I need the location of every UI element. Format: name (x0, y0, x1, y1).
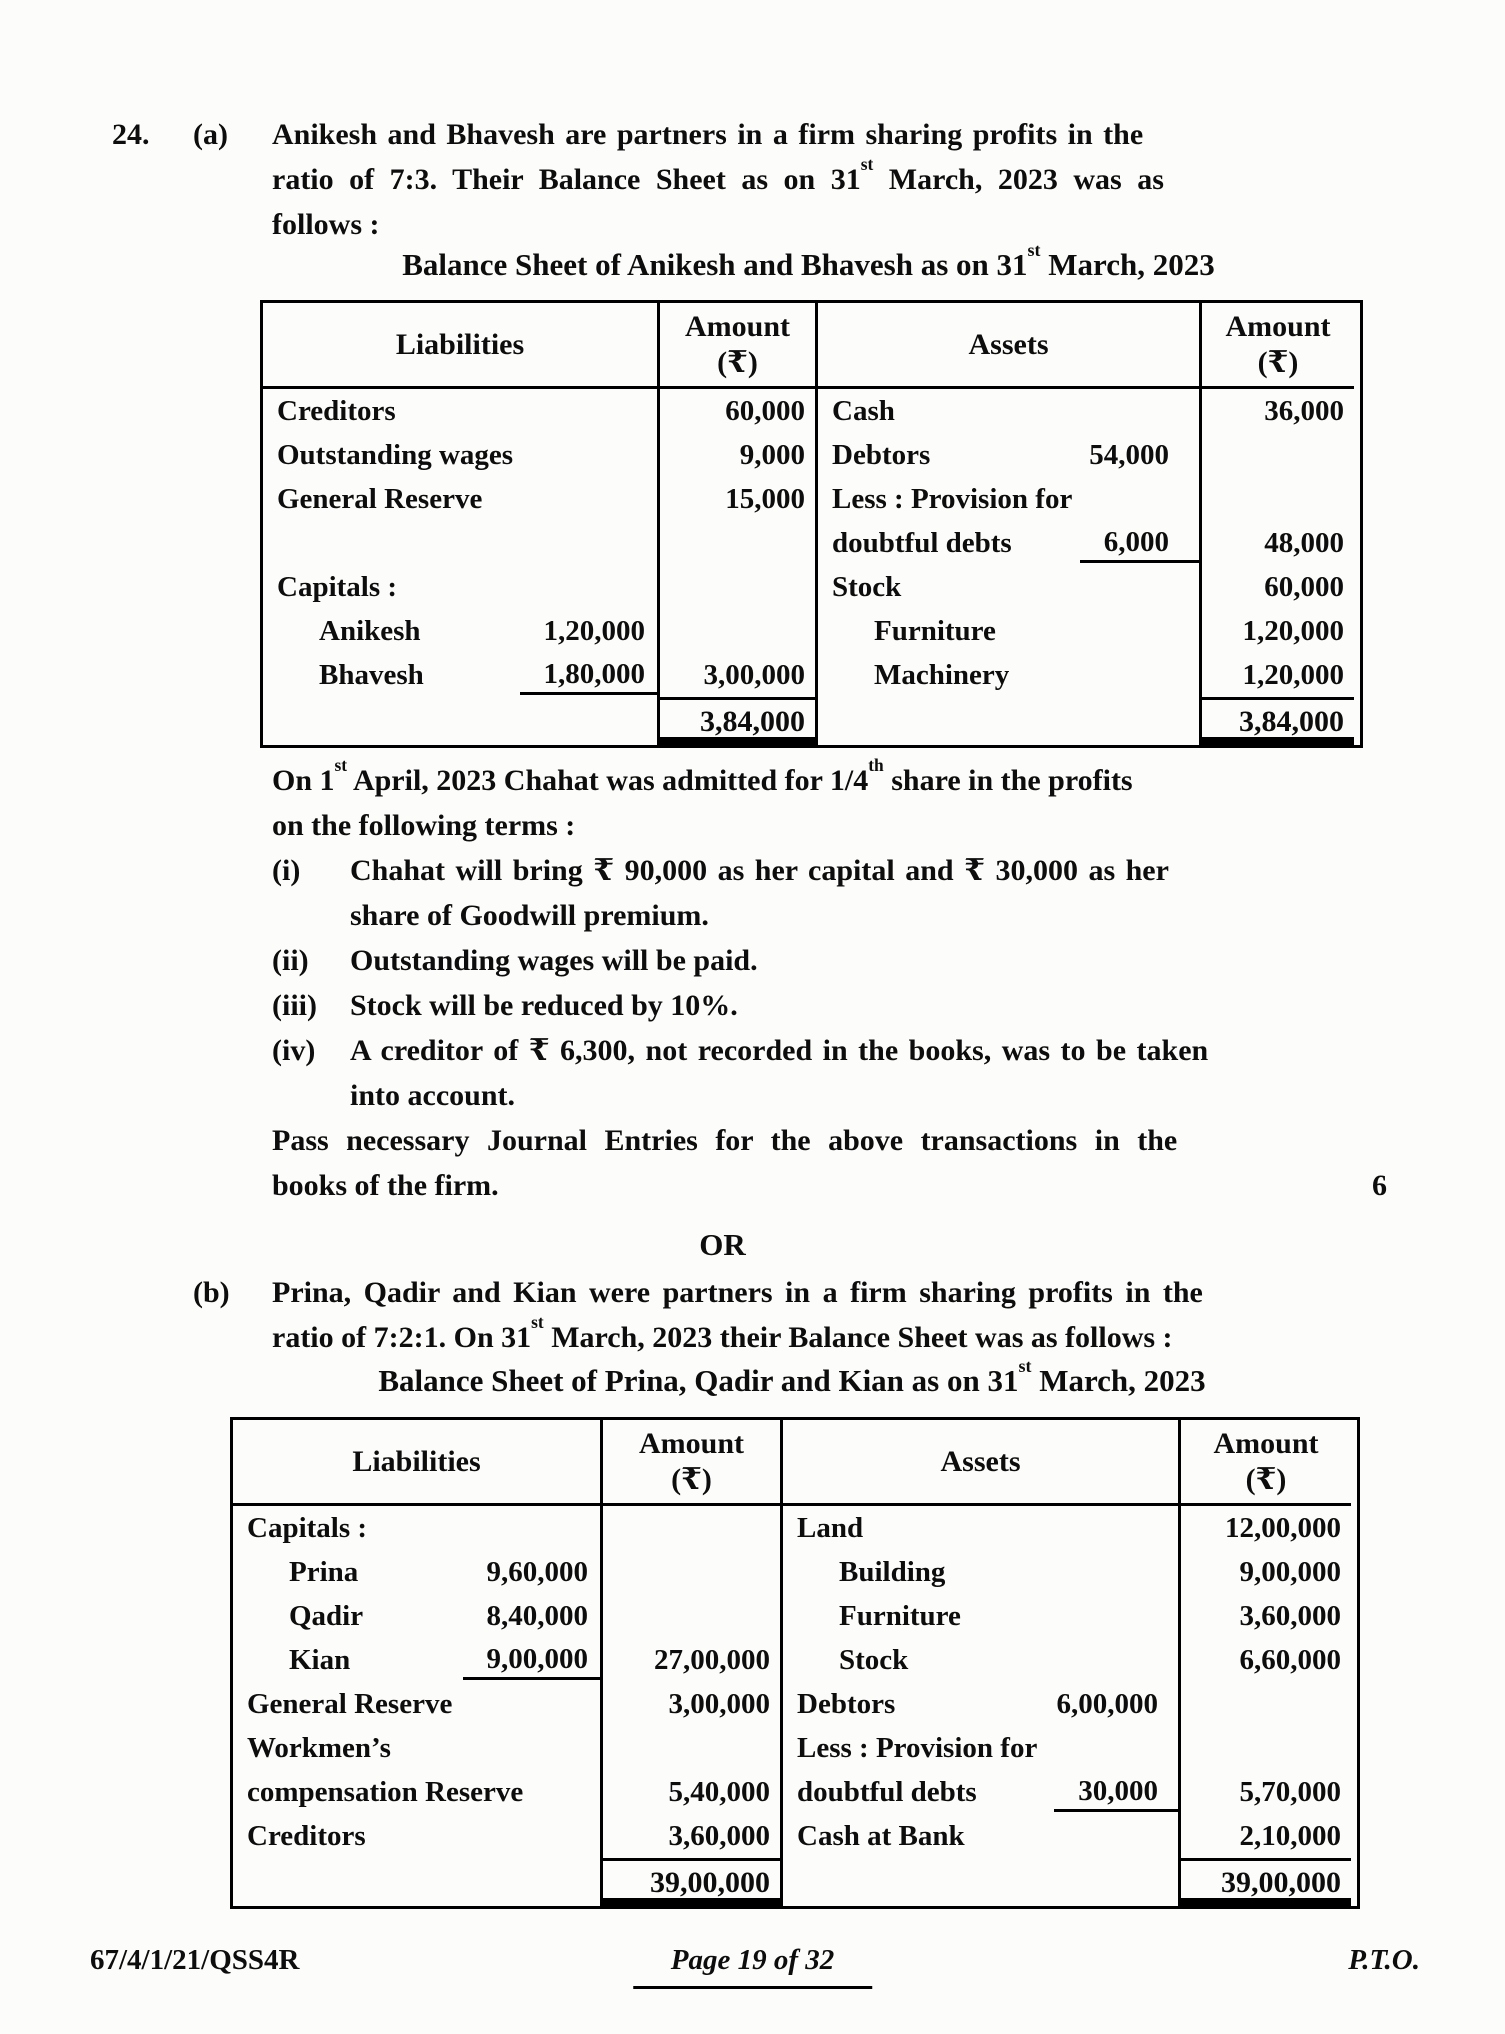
table-total-row (263, 697, 1360, 745)
balance-sheet-2 (230, 1417, 1360, 1909)
table-row: Creditors 3,60,000 Cash at Bank 2,10,000 (233, 1814, 1357, 1858)
part-a-intro (272, 112, 1330, 247)
table-row: compensation Reserve 5,40,000 doubtful debts 30,000 5,70,000 (233, 1770, 1357, 1814)
part-a-label: (a) (193, 118, 228, 151)
or-separator: OR (699, 1227, 746, 1262)
term-i-label: (i) (272, 854, 301, 887)
table-header-row (263, 303, 1360, 389)
col-amount-right: Amount (₹) (1181, 1420, 1351, 1506)
part-b-intro-line2: ratio of 7:2:1. On 31st March, 2023 their Balance Sheet was as follows : (272, 1312, 1173, 1354)
closing-line2: books of the firm. (272, 1169, 499, 1202)
table-total-row (233, 1858, 1357, 1906)
col-assets: Assets (783, 1420, 1181, 1506)
term-i: (i) Chahat will bring ₹ 90,000 as her capital and ₹ 30,000 as her (272, 848, 1382, 893)
table-row: General Reserve 3,00,000 Debtors 6,00,000 (233, 1682, 1357, 1726)
marks-badge: 6 (1372, 1169, 1387, 1202)
col-liabilities: Liabilities (263, 303, 660, 389)
term-iv-label: (iv) (272, 1034, 316, 1067)
table-header-row (233, 1420, 1357, 1506)
table-row: Kian 9,00,000 27,00,000 Stock 6,60,000 (233, 1638, 1357, 1682)
page-indicator: Page 19 of 32 (633, 1940, 873, 1989)
term-iv: (iv) A creditor of ₹ 6,300, not recorded in the books, was to be taken (272, 1028, 1382, 1073)
table-row: Bhavesh 1,80,000 3,00,000 Machinery 1,20,000 (263, 653, 1360, 697)
col-amount-right: Amount (₹) (1202, 303, 1354, 389)
admission-line2: on the following terms : (272, 809, 576, 842)
total-liabilities: 39,00,000 (603, 1858, 783, 1906)
term-i-cont: share of Goodwill premium. (350, 899, 709, 932)
part-a-intro-line2: ratio of 7:3. Their Balance Sheet as on 31st March, 2023 was as (272, 154, 1164, 196)
term-ii: (ii) Outstanding wages will be paid. (272, 938, 1382, 983)
pto-label: P.T.O. (1348, 1944, 1420, 1976)
term-iv-cont: into account. (350, 1079, 515, 1112)
paper-code: 67/4/1/21/QSS4R (90, 1944, 300, 1976)
table-row: Capitals : Land 12,00,000 (233, 1506, 1357, 1550)
term-ii-label: (ii) (272, 944, 309, 977)
table-row: doubtful debts 6,000 48,000 (263, 521, 1360, 565)
col-liabilities: Liabilities (233, 1420, 603, 1506)
table-row: Prina 9,60,000 Building 9,00,000 (233, 1550, 1357, 1594)
term-iii-label: (iii) (272, 989, 317, 1022)
closing-line1: Pass necessary Journal Entries for the above transactions in the (272, 1124, 1178, 1157)
table-row: Creditors 60,000 Cash 36,000 (263, 389, 1360, 433)
total-assets: 3,84,000 (1202, 697, 1354, 745)
col-amount-left: Amount (₹) (603, 1420, 783, 1506)
part-b-intro-line1: Prina, Qadir and Kian were partners in a firm sharing profits in the (272, 1276, 1203, 1309)
col-amount-left: Amount (₹) (660, 303, 818, 389)
table-row: Capitals : Stock 60,000 (263, 565, 1360, 609)
balance-sheet-1-title: Balance Sheet of Anikesh and Bhavesh as on 31st March, 2023 (402, 239, 1215, 282)
admission-terms (272, 755, 1382, 1208)
table-row: Anikesh 1,20,000 Furniture 1,20,000 (263, 609, 1360, 653)
part-b-intro (272, 1270, 1342, 1360)
part-a-intro-line3: follows : (272, 208, 380, 241)
balance-sheet-2-title: Balance Sheet of Prina, Qadir and Kian as on 31st March, 2023 (378, 1355, 1206, 1398)
col-assets: Assets (818, 303, 1202, 389)
admission-line1: On 1st April, 2023 Chahat was admitted for 1/4th share in the profits (272, 755, 1133, 797)
question-number: 24. (112, 118, 150, 151)
table-row: Outstanding wages 9,000 Debtors 54,000 (263, 433, 1360, 477)
table-row: Workmen’s Less : Provision for (233, 1726, 1357, 1770)
total-liabilities: 3,84,000 (660, 697, 818, 745)
table-row: Qadir 8,40,000 Furniture 3,60,000 (233, 1594, 1357, 1638)
part-b-label: (b) (193, 1276, 230, 1309)
term-iii: (iii) Stock will be reduced by 10%. (272, 983, 1382, 1028)
balance-sheet-1 (260, 300, 1363, 748)
table-row: General Reserve 15,000 Less : Provision for (263, 477, 1360, 521)
part-a-intro-line1: Anikesh and Bhavesh are partners in a firm sharing profits in the (272, 118, 1144, 151)
total-assets: 39,00,000 (1181, 1858, 1351, 1906)
